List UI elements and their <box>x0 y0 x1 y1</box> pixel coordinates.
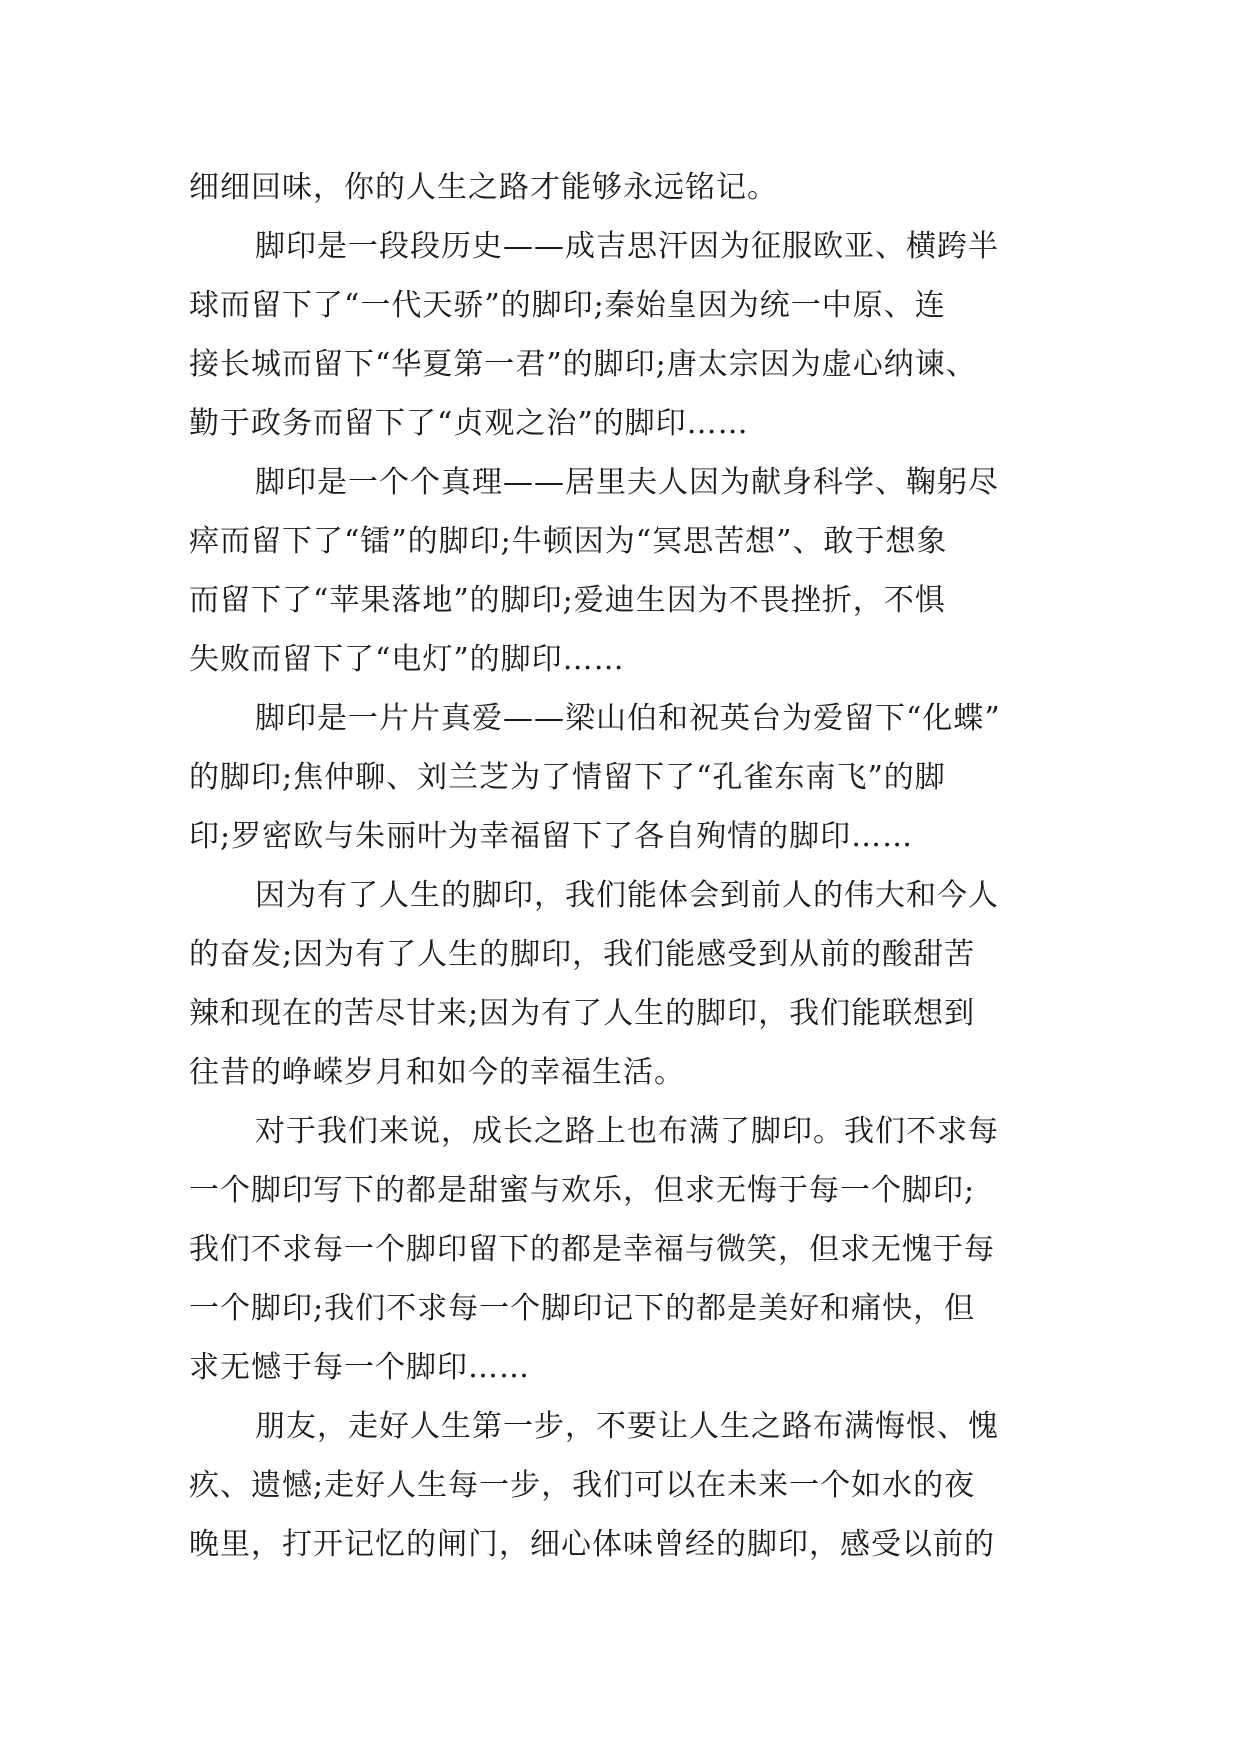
paragraph-history-line: 勤于政务而留下了“贞观之治”的脚印…… <box>189 406 749 441</box>
paragraph-because-line: 辣和现在的苦尽甘来;因为有了人生的脚印，我们能联想到 <box>189 996 976 1031</box>
paragraph-truth-line: 失败而留下了“电灯”的脚印…… <box>189 642 625 677</box>
paragraph-history-line: 脚印是一段段历史——成吉思汗因为征服欧亚、横跨半 <box>255 229 999 264</box>
paragraph-love-line: 的脚印;焦仲聊、刘兰芝为了情留下了“孔雀东南飞”的脚 <box>189 760 946 795</box>
paragraph-love-line: 脚印是一片片真爱——梁山伯和祝英台为爱留下“化蝶” <box>255 701 1001 736</box>
paragraph-truth-line: 而留下了“苹果落地”的脚印;爱迪生因为不畏挫折，不惧 <box>189 583 946 618</box>
paragraph-growth-line: 一个脚印写下的都是甜蜜与欢乐，但求无悔于每一个脚印; <box>189 1173 976 1208</box>
paragraph-growth-line: 求无憾于每一个脚印…… <box>189 1350 530 1385</box>
paragraph-history-line: 球而留下了“一代天骄”的脚印;秦始皇因为统一中原、连 <box>189 288 946 323</box>
paragraph-growth-line: 一个脚印;我们不求每一个脚印记下的都是美好和痛快，但 <box>189 1291 976 1326</box>
paragraph-history-line: 接长城而留下“华夏第一君”的脚印;唐太宗因为虚心纳谏、 <box>189 347 977 382</box>
paragraph-truth-line: 瘁而留下了“镭”的脚印;牛顿因为“冥思苦想”、敢于想象 <box>189 524 948 559</box>
paragraph-friend-line: 疚、遗憾;走好人生每一步，我们可以在未来一个如水的夜 <box>189 1468 976 1503</box>
paragraph-because-line: 的奋发;因为有了人生的脚印，我们能感受到从前的酸甜苦 <box>189 937 976 972</box>
paragraph-because-line: 往昔的峥嵘岁月和如今的幸福生活。 <box>189 1055 685 1090</box>
paragraph-growth-line: 我们不求每一个脚印留下的都是幸福与微笑，但求无愧于每 <box>189 1232 995 1267</box>
paragraph-love-line: 印;罗密欧与朱丽叶为幸福留下了各自殉情的脚印…… <box>189 819 914 854</box>
paragraph-because-line: 因为有了人生的脚印，我们能体会到前人的伟大和今人 <box>255 878 999 913</box>
paragraph-truth-line: 脚印是一个个真理——居里夫人因为献身科学、鞠躬尽 <box>255 465 999 500</box>
paragraph-friend-line: 晚里，打开记忆的闸门，细心体味曾经的脚印，感受以前的 <box>189 1527 995 1562</box>
paragraph-growth-line: 对于我们来说，成长之路上也布满了脚印。我们不求每 <box>255 1114 999 1149</box>
text-line: 细细回味，你的人生之路才能够永远铭记。 <box>189 170 778 205</box>
paragraph-friend-line: 朋友，走好人生第一步，不要让人生之路布满悔恨、愧 <box>255 1409 999 1444</box>
